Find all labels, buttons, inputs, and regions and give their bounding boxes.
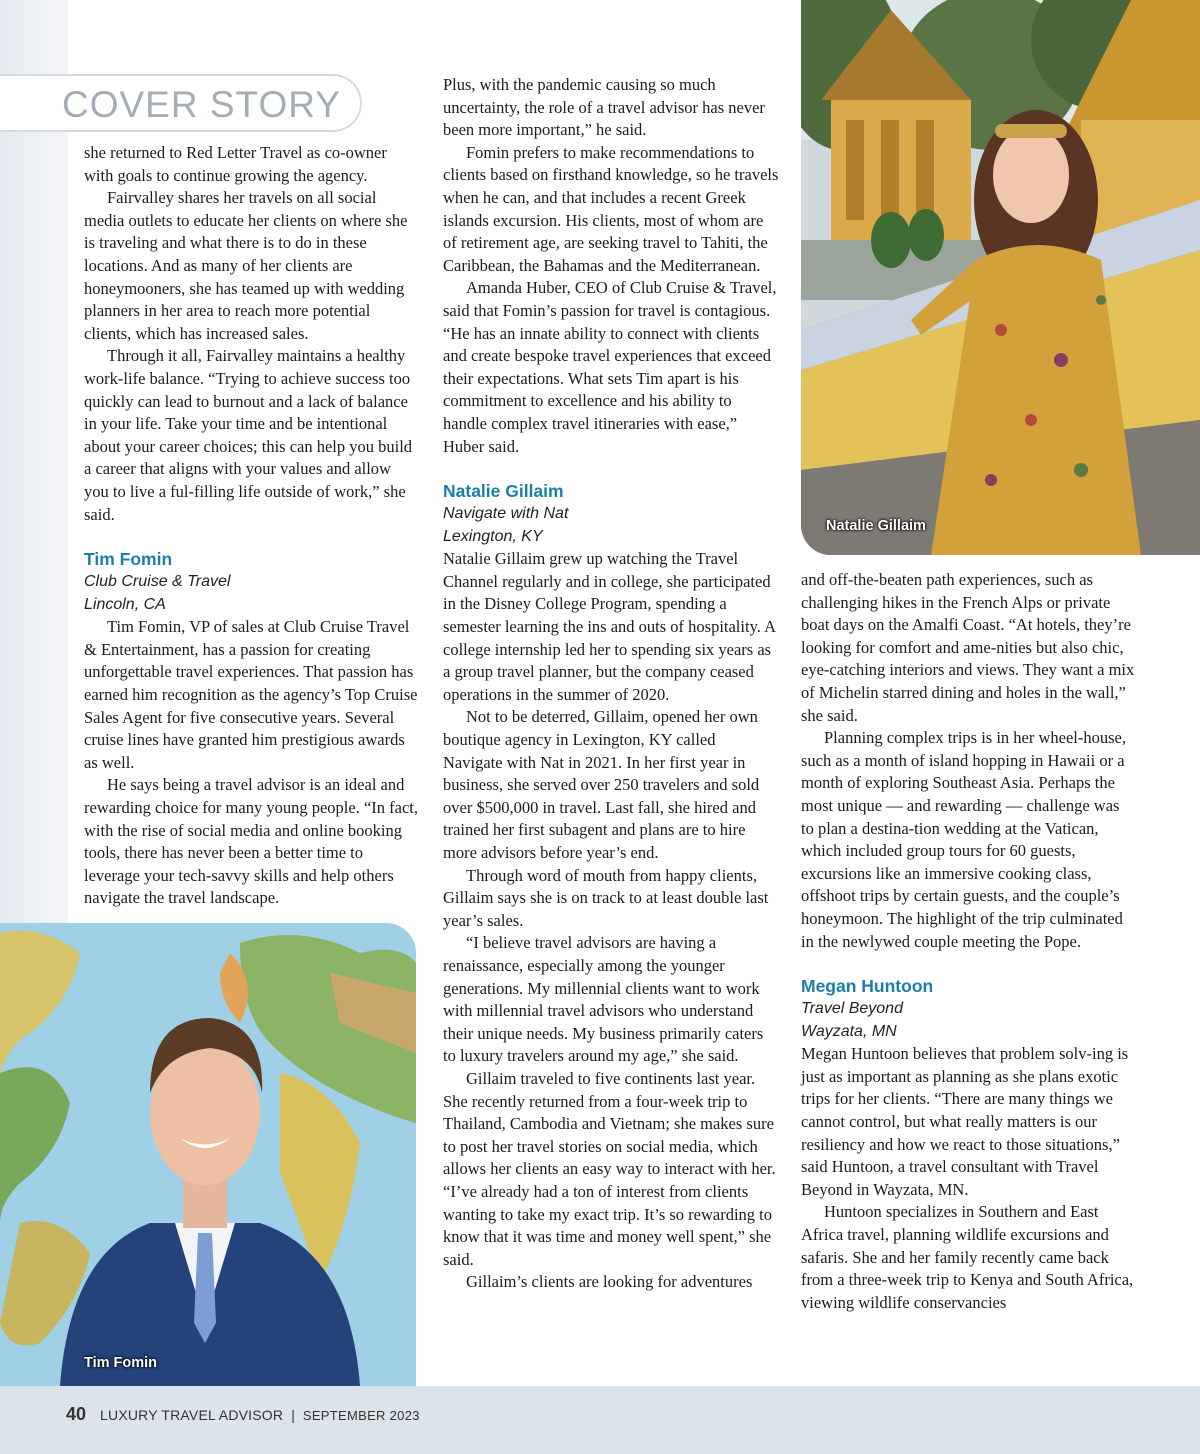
footer-separator: | xyxy=(291,1407,295,1423)
page-number: 40 xyxy=(66,1404,87,1424)
profile-location: Lexington, KY xyxy=(443,527,543,545)
article-paragraph: Megan Huntoon believes that problem solv-ing is just as important as planning as she plans exotic trips for her clients. “There are many things we cannot control, but what really matters is our resiliency and how we react to those situations,” said Huntoon, a travel consultant with Travel Beyond in Wayzata, MN. xyxy=(801,1044,1129,1199)
article-paragraph: Fairvalley shares her travels on all social media outlets to educate her clients on where she is traveling and what there is to do in these locations. And as many of her clients are honeymooners, she has teamed up with wedding planners in her area to reach more potential clients, which has increased sales. xyxy=(84,188,408,343)
article-column-1 xyxy=(84,142,418,910)
article-paragraph: Fomin prefers to make recommendations to clients based on firsthand knowledge, so he travels when he can, and that includes a recent Greek islands excursion. His clients, most of whom are of retirement age, are seeking travel to Tahiti, the Caribbean, the Bahamas and the Mediterranean. xyxy=(443,142,779,275)
profile-location: Wayzata, MN xyxy=(801,1022,897,1040)
article-paragraph: Huntoon specializes in Southern and East Africa travel, planning wildlife excursions and safaris. She and her family recently came back from a three-week trip to Kenya and South Africa, viewing wildlife conservancies xyxy=(801,1202,1134,1312)
article-paragraph: Through it all, Fairvalley maintains a healthy work-life balance. “Trying to achieve success too quickly can lead to burnout and a lack of balance in your life. Take your time and be intentional about your career choices; this can help you build a career that aligns with your values and allow you to live a ful-filling life outside of work,” she said. xyxy=(84,346,413,524)
article-paragraph: Planning complex trips is in her wheel-house, such as a month of island hopping in Hawaii or a month of exploring Southeast Asia. Perhaps the most unique — and rewarding — challenge was to plan a destina-tion wedding at the Vatican, which included group tours for 60 guests, excursions like an immersive cooking class, offshoot trips by certain guests, and the couple’s honeymoon. The highlight of the trip culminated in the newlywed couple meeting the Pope. xyxy=(801,728,1126,951)
article-paragraph: Tim Fomin, VP of sales at Club Cruise Travel & Entertainment, has a passion for creating unforgettable travel experiences. That passion has earned him recognition as the agency’s Top Cruise Sales Agent for five consecutive years. Several cruise lines have granted him prestigious awards as well. xyxy=(84,617,418,772)
section-tab xyxy=(0,74,362,132)
section-tab-label: COVER STORY xyxy=(62,84,341,125)
article-paragraph: Gillaim’s clients are looking for adventures xyxy=(466,1272,753,1292)
profile-name-heading: Megan Huntoon xyxy=(801,976,934,997)
article-paragraph: Natalie Gillaim grew up watching the Travel Channel regularly and in college, she participated in the Disney College Program, spending a semester learning the ins and outs of hospitality. A college internship led her to spending six years as a group travel planner, but the company ceased operations in the summer of 2020. xyxy=(443,549,776,704)
tim-fomin-photo xyxy=(0,923,416,1386)
profile-name-heading: Tim Fomin xyxy=(84,549,173,570)
article-paragraph: Not to be deterred, Gillaim, opened her own boutique agency in Lexington, KY called Navigate with Nat in 2021. In her first year in business, she served over 250 travelers and sold over $500,000 in travel. Last fall, she hired and trained her first subagent and plans are to hire more advisors before year’s end. xyxy=(443,707,760,862)
profile-agency: Navigate with Nat xyxy=(443,505,569,523)
photo-caption: Natalie Gillaim xyxy=(826,518,926,534)
article-paragraph: Amanda Huber, CEO of Club Cruise & Travel, said that Fomin’s passion for travel is contagious. “He has an innate ability to connect with clients and create bespoke travel experiences that exceed their expectations. What sets Tim apart is his commitment to excellence and his ability to handle complex travel itineraries with ease,” Huber said. xyxy=(443,278,777,456)
article-paragraph: Plus, with the pandemic causing so much uncertainty, the role of a travel advisor has never been more important,” he said. xyxy=(443,75,765,140)
profile-agency: Travel Beyond xyxy=(801,1000,903,1018)
article-column-2 xyxy=(443,74,779,1294)
profile-agency: Club Cruise & Travel xyxy=(84,573,231,591)
article-column-3 xyxy=(801,569,1136,1314)
profile-location: Lincoln, CA xyxy=(84,595,166,613)
photo-caption: Tim Fomin xyxy=(84,1355,158,1371)
article-paragraph: Through word of mouth from happy clients, Gillaim says she is on track to at least double last year’s sales. xyxy=(443,865,769,930)
publication-name: LUXURY TRAVEL ADVISOR xyxy=(100,1407,284,1423)
profile-name-heading: Natalie Gillaim xyxy=(443,481,564,502)
issue-date: SEPTEMBER 2023 xyxy=(302,1408,420,1423)
article-paragraph: she returned to Red Letter Travel as co-owner with goals to continue growing the agency. xyxy=(84,143,387,185)
article-paragraph: and off-the-beaten path experiences, such as challenging hikes in the French Alps or private boat days on the Amalfi Coast. “At hotels, they’re looking for comfort and ame-nities but also chic, eye-catching interiors and views. They want a mix of Michelin starred dining and holes in the wall,” she said. xyxy=(801,570,1135,725)
article-paragraph: He says being a travel advisor is an ideal and rewarding choice for many young people. “In fact, with the rise of social media and online booking tools, there has never been a better time to leverage your tech-savvy skills and help others navigate the travel landscape. xyxy=(84,775,418,908)
page-footer xyxy=(66,1404,420,1425)
natalie-gillaim-photo xyxy=(801,0,1200,555)
article-paragraph: “I believe travel advisors are having a renaissance, especially among the younger generations. My millennial clients want to work with millennial travel advisors who understand their unique needs. My business primarily caters to luxury travelers around my age,” she said. xyxy=(443,933,764,1066)
article-paragraph: Gillaim traveled to five continents last year. She recently returned from a four-week trip to Thailand, Cambodia and Vietnam; she makes sure to post her travel stories on social media, which allows her clients an easy way to interact with her. “I’ve already had a ton of interest from clients wanting to take my exact trip. It’s so rewarding to know that it was time and money well spent,” she said. xyxy=(443,1068,776,1269)
